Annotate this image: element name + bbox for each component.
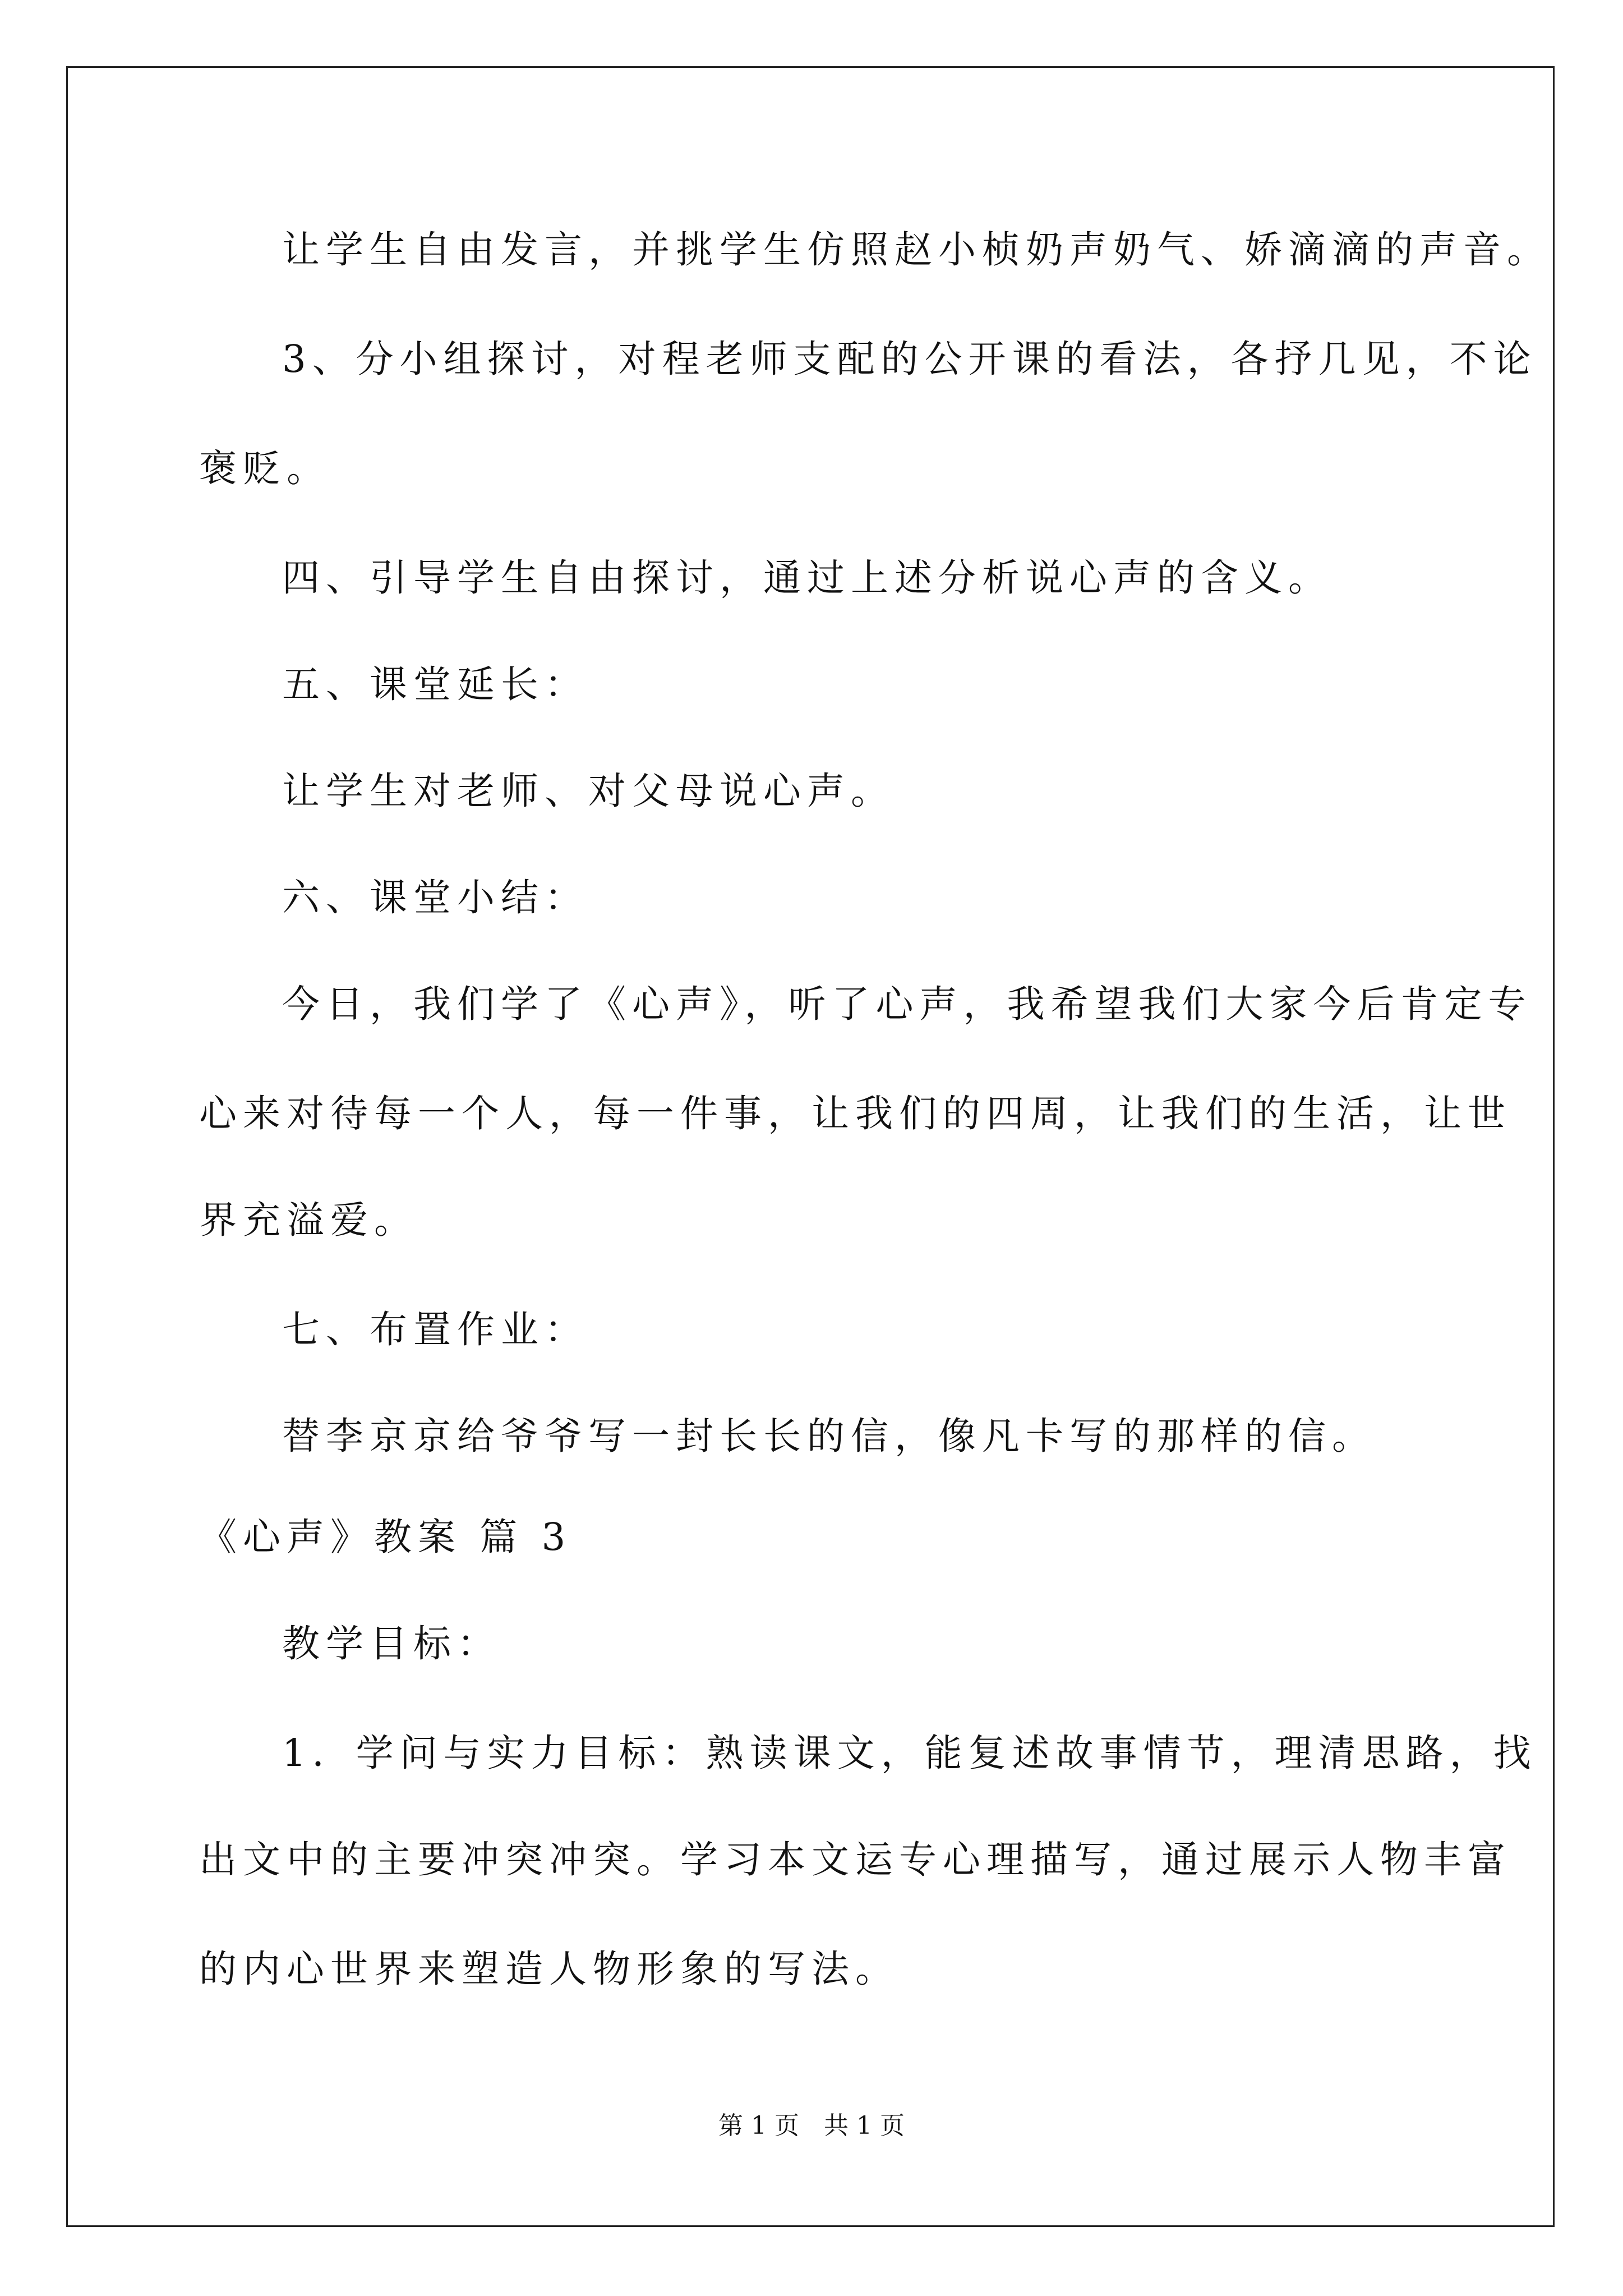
paragraph-line: 替李京京给爷爷写一封长长的信，像凡卡写的那样的信。 — [282, 1414, 1376, 1458]
paragraph-line: 褒贬。 — [199, 447, 330, 490]
section-heading: 七、布置作业： — [282, 1308, 588, 1351]
page-footer: 第 1 页 共 1 页 — [718, 2111, 905, 2140]
section-heading: 教学目标： — [282, 1622, 501, 1665]
paragraph-line: 出文中的主要冲突冲突。学习本文运专心理描写，通过展示人物丰富 — [199, 1838, 1511, 1881]
paragraph-line: 让学生对老师、对父母说心声。 — [282, 769, 895, 813]
section-heading: 五、课堂延长： — [282, 662, 588, 706]
page-border — [66, 66, 1555, 2227]
paragraph-line: 心来对待每一个人，每一件事，让我们的四周，让我们的生活，让世 — [199, 1092, 1511, 1135]
paragraph-line: 的内心世界来塑造人物形象的写法。 — [199, 1947, 899, 1991]
paragraph-line: 让学生自由发言，并挑学生仿照赵小桢奶声奶气、娇滴滴的声音。 — [282, 228, 1551, 272]
paragraph-line: 界充溢爱。 — [199, 1198, 418, 1242]
paragraph-line: 四、引导学生自由探讨，通过上述分析说心声的含义。 — [282, 556, 1332, 600]
paragraph-line: 今日，我们学了《心声》，听了心声，我希望我们大家今后肯定专 — [282, 982, 1532, 1026]
section-heading: 六、课堂小结： — [282, 876, 588, 919]
article-title: 《心声》教案 篇 3 — [199, 1515, 572, 1559]
paragraph-line: 1．学问与实力目标：熟读课文，能复述故事情节，理清思路，找 — [282, 1731, 1537, 1775]
paragraph-line: 3、分小组探讨，对程老师支配的公开课的看法，各抒几见，不论 — [282, 337, 1537, 381]
